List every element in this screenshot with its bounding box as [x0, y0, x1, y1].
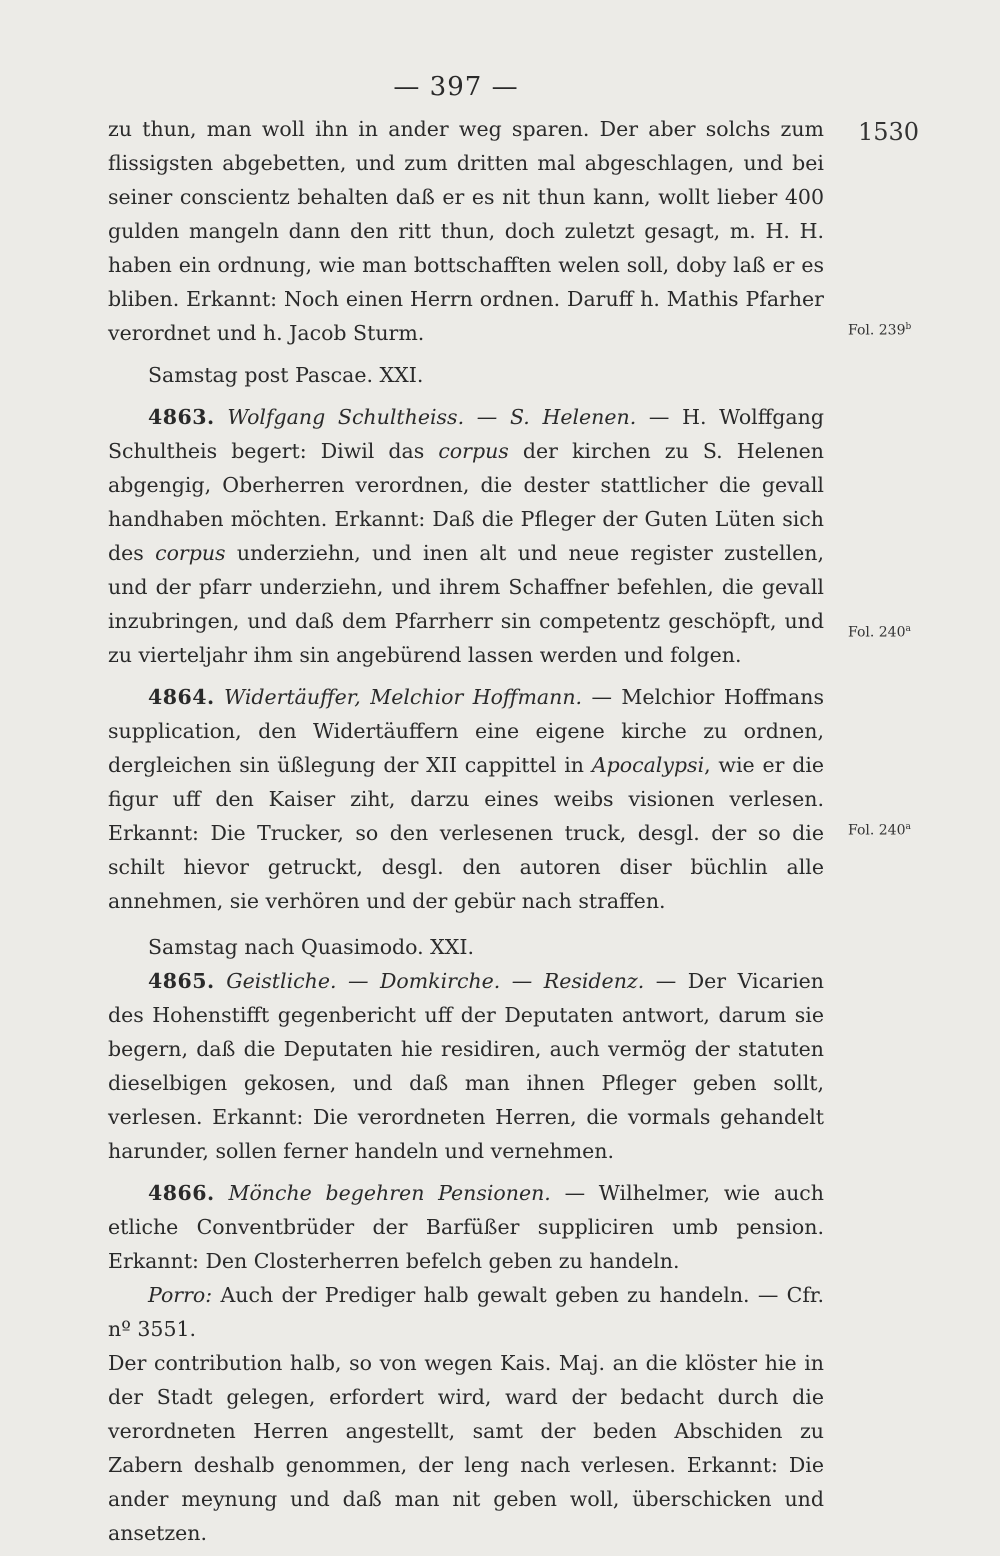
porro-text: Auch der Prediger halb gewalt geben zu handeln. — Cfr. nº 3551.: [108, 1283, 824, 1341]
document-body: [108, 112, 824, 1550]
entry-4864: [108, 680, 824, 918]
folio-label: Fol. 240: [848, 822, 906, 839]
margin-year: 1530: [858, 118, 920, 146]
folio-sup: b: [905, 322, 912, 332]
entry-text: , wie er die figur uff den Kaiser ziht, darzu eines weibs visionen verlesen. Erkannt: Die Trucker, so den verlesenen truck, desgl. der so die schilt hievor getruckt, desgl. den autoren diser büchlin alle annehmen, sie verhören und der gebür nach straffen.: [108, 753, 825, 913]
folio-sup: a: [905, 624, 911, 634]
entry-title: Widertäuffer, Melchior Hoffmann.: [224, 685, 583, 709]
entry-number: 4865.: [148, 969, 215, 993]
entry-number: 4866.: [148, 1181, 215, 1205]
entry-text: der kirchen zu S. Helenen abgengig, Oberherren verordnen, die dester stattlicher die gevall handhaben möchten. Erkannt: Daß die Pfleger der Guten Lüten sich des: [108, 439, 824, 565]
entry-title: Wolfgang Schultheiss. — S. Helenen.: [227, 405, 637, 429]
porro-paragraph: [108, 1278, 824, 1346]
entry-text: underziehn, und inen alt und neue register zustellen, und der pfarr underziehn, und ihrem Schaffner befehlen, die gevall inzubringen, und daß dem Pfarrherr sin competentz geschöpft, und zu vierteljahr ihm sin angebürend lassen werden und folgen.: [108, 541, 825, 667]
entry-italic: corpus: [155, 541, 226, 565]
folio-label: Fol. 240: [848, 624, 906, 641]
date-heading-2: Samstag nach Quasimodo. XXI.: [148, 935, 474, 959]
folio-label: Fol. 239: [848, 322, 906, 339]
entry-4866: [108, 1176, 824, 1278]
porro-label: Porro:: [148, 1283, 213, 1307]
entry-4865: [108, 964, 824, 1168]
folio-sup: a: [905, 822, 911, 832]
entry-number: 4863.: [148, 405, 215, 429]
margin-folio-240a: [848, 624, 911, 641]
margin-folio-239b: [848, 322, 911, 339]
entry-4863: [108, 400, 824, 672]
entry-title: Geistliche. — Domkirche. — Residenz.: [226, 969, 645, 993]
entry-text: — H. Wolffgang Schultheis begert: Diwil das: [108, 405, 824, 463]
entry-text: — Wilhelmer, wie auch etliche Conventbrüder der Barfüßer suppliciren umb pension. Erkannt: Den Closterherren befelch geben zu handeln.: [108, 1181, 824, 1273]
entry-italic: Apocalypsi: [591, 753, 705, 777]
margin-folio-240a-second: [848, 822, 911, 839]
entry-text: — Der Vicarien des Hohenstifft gegenbericht uff der Deputaten antwort, darum sie begern, daß die Deputaten hie residiren, auch vermög der statuten dieselbigen gekosen, und daß man ihnen Pfleger geben sollt, verlesen. Erkannt: Die verordneten Herren, die vormals gehandelt harunder, sollen ferner handeln und vernehmen.: [108, 969, 824, 1163]
entry-number: 4864.: [148, 685, 215, 709]
date-heading-1: Samstag post Pascae. XXI.: [148, 363, 424, 387]
entry-text: — Melchior Hoffmans supplication, den Widertäuffern eine eigene kirche zu ordnen, dergleichen sin üßlegung der XII cappittel in: [108, 685, 825, 777]
intro-paragraph: zu thun, man woll ihn in ander weg sparen. Der aber solchs zum flissigsten abgebetten, und zum dritten mal abgeschlagen, und bei seiner conscientz behalten daß er es nit thun kann, wollt lieber 400 gulden mangeln dann den ritt thun, doch zuletzt gesagt, m. H. H. haben ein ordnung, wie man bottschafften welen soll, doby laß er es bliben. Erkannt: Noch einen Herrn ordnen. Daruff h. Mathis Pfarher verordnet und h. Jacob Sturm.: [108, 117, 824, 345]
entry-title: Mönche begehren Pensionen.: [228, 1181, 551, 1205]
page-number: — 397 —: [393, 72, 519, 102]
entry-italic: corpus: [438, 439, 509, 463]
closing-paragraph: Der contribution halb, so von wegen Kais. Maj. an die klöster hie in der Stadt gelegen, erfordert wird, ward der bedacht durch die verordneten Herren angestellt, samt der beden Abschiden zu Zabern deshalb genommen, der leng nach verlesen. Erkannt: Die ander meynung und daß man nit geben woll, überschicken und ansetzen.: [108, 1351, 824, 1545]
